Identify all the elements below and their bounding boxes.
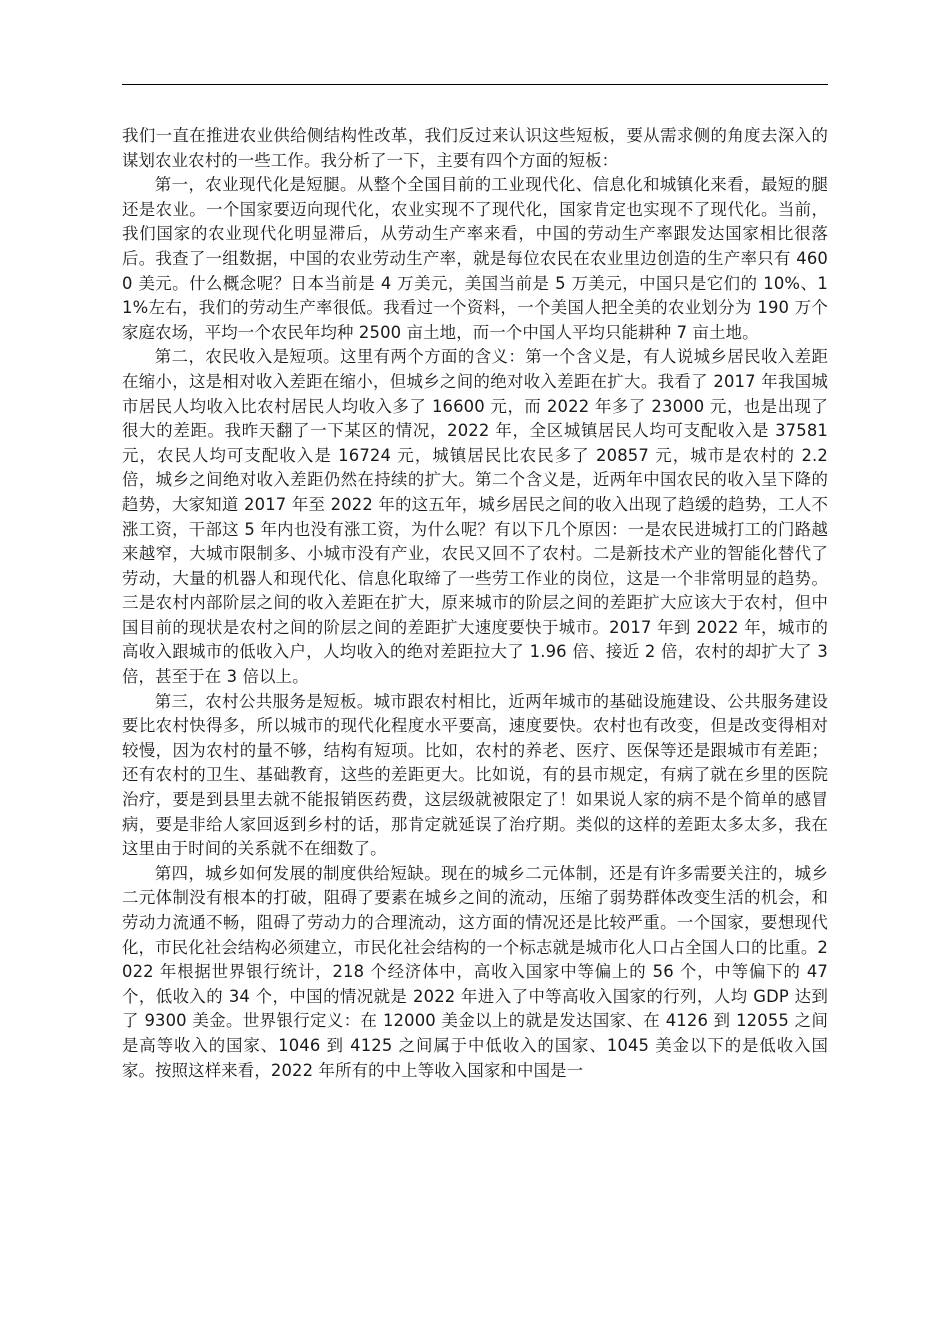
paragraph-fourth-point: 第四，城乡如何发展的制度供给短缺。现在的城乡二元体制，还是有许多需要关注的，城乡二元体制没有根本的打破，阻碍了要素在城乡之间的流动，压缩了弱势群体改变生活的机会，和劳动力流通不畅，阻碍了劳动力的合理流动，这方面的情况还是比较严重。一个国家，要想现代化，市民化社会结构必须建立，市民化社会结构的一个标志就是城市化人口占全国人口的比重。2022 年根据世界银行统计，218 个经济体中，高收入国家中等偏上的 56 个，中等偏下的 47 个，低收入的 34 个，中国的情况就是 2022 年进入了中等高收入国家的行列，人均 GDP 达到了 9300 美金。世界银行定义：在 12000 美金以上的就是发达国家、在 4126 到 12055 之间是高等收入的国家、1046 到 4125 之间属于中低收入的国家、1045 美金以下的是低收入国家。按照这样来看，2022 年所有的中上等收入国家和中国是一	[122, 863, 828, 1080]
paragraph-intro: 我们一直在推进农业供给侧结构性改革，我们反过来认识这些短板，要从需求侧的角度去深入的谋划农业农村的一些工作。我分析了一下，主要有四个方面的短板：	[122, 126, 828, 170]
paragraph-first-point: 第一，农业现代化是短腿。从整个全国目前的工业现代化、信息化和城镇化来看，最短的腿还是农业。一个国家要迈向现代化，农业实现不了现代化，国家肯定也实现不了现代化。当前，我们国家的农业现代化明显滞后，从劳动生产率来看，中国的劳动生产率跟发达国家相比很落后。我查了一组数据，中国的农业劳动生产率，就是每位农民在农业里边创造的生产率只有 4600 美元。什么概念呢？日本当前是 4 万美元，美国当前是 5 万美元，中国只是它们的 10%、11%左右，我们的劳动生产率很低。我看过一个资料，一个美国人把全美的农业划分为 190 万个家庭农场，平均一个农民年均种 2500 亩土地，而一个中国人平均只能耕种 7 亩土地。	[122, 175, 828, 342]
document-body	[122, 124, 828, 1083]
paragraph-second-point: 第二，农民收入是短项。这里有两个方面的含义：第一个含义是，有人说城乡居民收入差距在缩小，这是相对收入差距在缩小，但城乡之间的绝对收入差距在扩大。我看了 2017 年我国城市居民人均收入比农村居民人均收入多了 16600 元，而 2022 年多了 23000 元，也是出现了很大的差距。我昨天翻了一下某区的情况，2022 年，全区城镇居民人均可支配收入是 37581 元，农民人均可支配收入是 16724 元，城镇居民比农民多了 20857 元，城市是农村的 2.2 倍，城乡之间绝对收入差距仍然在持续的扩大。第二个含义是，近两年中国农民的收入呈下降的趋势，大家知道 2017 年至 2022 年的这五年，城乡居民之间的收入出现了趋缓的趋势，工人不涨工资，干部这 5 年内也没有涨工资，为什么呢？有以下几个原因：一是农民进城打工的门路越来越窄，大城市限制多、小城市没有产业，农民又回不了农村。二是新技术产业的智能化替代了劳动，大量的机器人和现代化、信息化取缔了一些劳工作业的岗位，这是一个非常明显的趋势。三是农村内部阶层之间的收入差距在扩大，原来城市的阶层之间的差距扩大应该大于农村，但中国目前的现状是农村之间的阶层之间的差距扩大速度要快于城市。2017 年到 2022 年，城市的高收入跟城市的低收入户，人均收入的绝对差距拉大了 1.96 倍、接近 2 倍，农村的却扩大了 3 倍，甚至于在 3 倍以上。	[122, 347, 828, 687]
header-rule	[122, 84, 828, 85]
paragraph-third-point: 第三，农村公共服务是短板。城市跟农村相比，近两年城市的基础设施建设、公共服务建设要比农村快得多，所以城市的现代化程度水平要高，速度要快。农村也有改变，但是改变得相对较慢，因为农村的量不够，结构有短项。比如，农村的养老、医疗、医保等还是跟城市有差距；还有农村的卫生、基础教育，这些的差距更大。比如说，有的县市规定，有病了就在乡里的医院治疗，要是到县里去就不能报销医药费，这层级就被限定了！如果说人家的病不是个简单的感冒病，要是非给人家回返到乡村的话，那肯定就延误了治疗期。类似的这样的差距太多太多，我在这里由于时间的关系就不在细数了。	[122, 691, 828, 859]
